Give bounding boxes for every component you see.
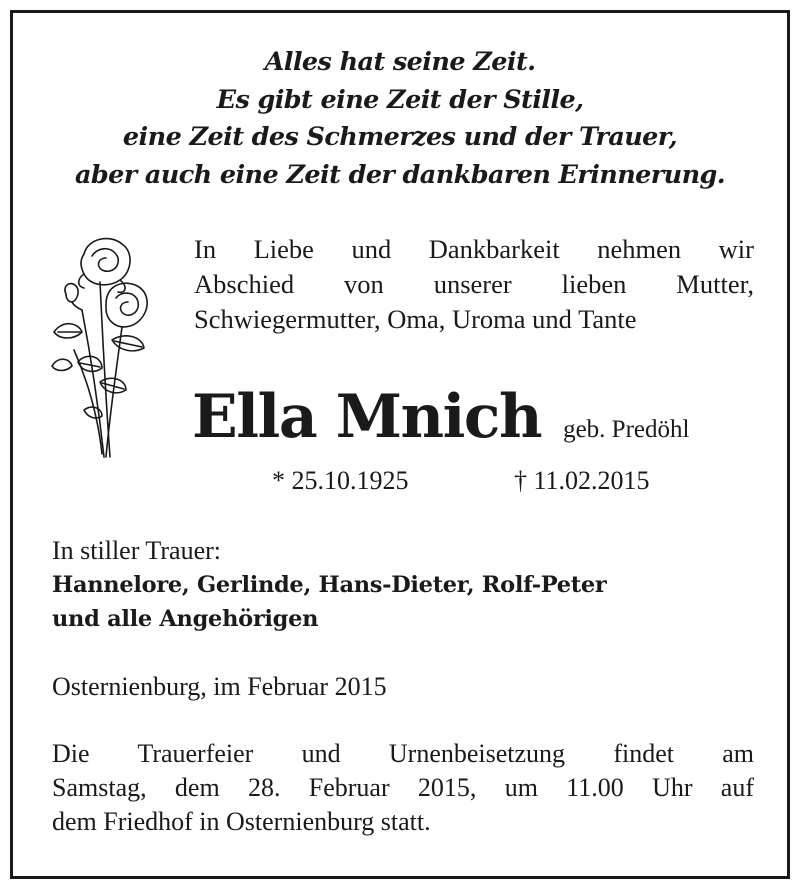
rose-bouquet-icon xyxy=(44,232,156,460)
mourners-heading: In stiller Trauer: xyxy=(52,536,221,565)
mourners-names: Hannelore, Gerlinde, Hans-Dieter, Rolf-Peter xyxy=(52,572,607,598)
poem xyxy=(0,44,800,194)
place-date: Osternienburg, im Februar 2015 xyxy=(52,672,387,701)
ceremony-line: dem Friedhof in Osternienburg statt. xyxy=(52,807,431,836)
ceremony-line: Samstag, dem 28. Februar 2015, um 11.00 Uhr auf xyxy=(52,773,754,802)
maiden-name: geb. Predöhl xyxy=(563,416,690,443)
ceremony-text xyxy=(52,737,754,839)
poem-line: Es gibt eine Zeit der Stille, xyxy=(216,84,584,115)
poem-line: aber auch eine Zeit der dankbaren Erinnerung. xyxy=(74,159,726,190)
poem-line: eine Zeit des Schmerzes und der Trauer, xyxy=(122,122,678,152)
ceremony-line: Die Trauerfeier und Urnenbeisetzung findet am xyxy=(52,739,754,768)
deceased-name-block xyxy=(192,382,689,452)
birth-date: * 25.10.1925 xyxy=(272,466,409,495)
intro-line: In Liebe und Dankbarkeit nehmen wir xyxy=(194,234,754,264)
mourners-block xyxy=(52,534,754,636)
intro-line: Abschied von unserer lieben Mutter, xyxy=(194,269,754,299)
intro-line: Schwiegermutter, Oma, Uroma und Tante xyxy=(194,304,637,334)
mourners-others: und alle Angehörigen xyxy=(52,606,319,632)
death-date: † 11.02.2015 xyxy=(514,466,650,495)
poem-line: Alles hat seine Zeit. xyxy=(264,47,536,77)
intro-text xyxy=(194,232,754,337)
deceased-name: Ella Mnich xyxy=(192,382,542,452)
